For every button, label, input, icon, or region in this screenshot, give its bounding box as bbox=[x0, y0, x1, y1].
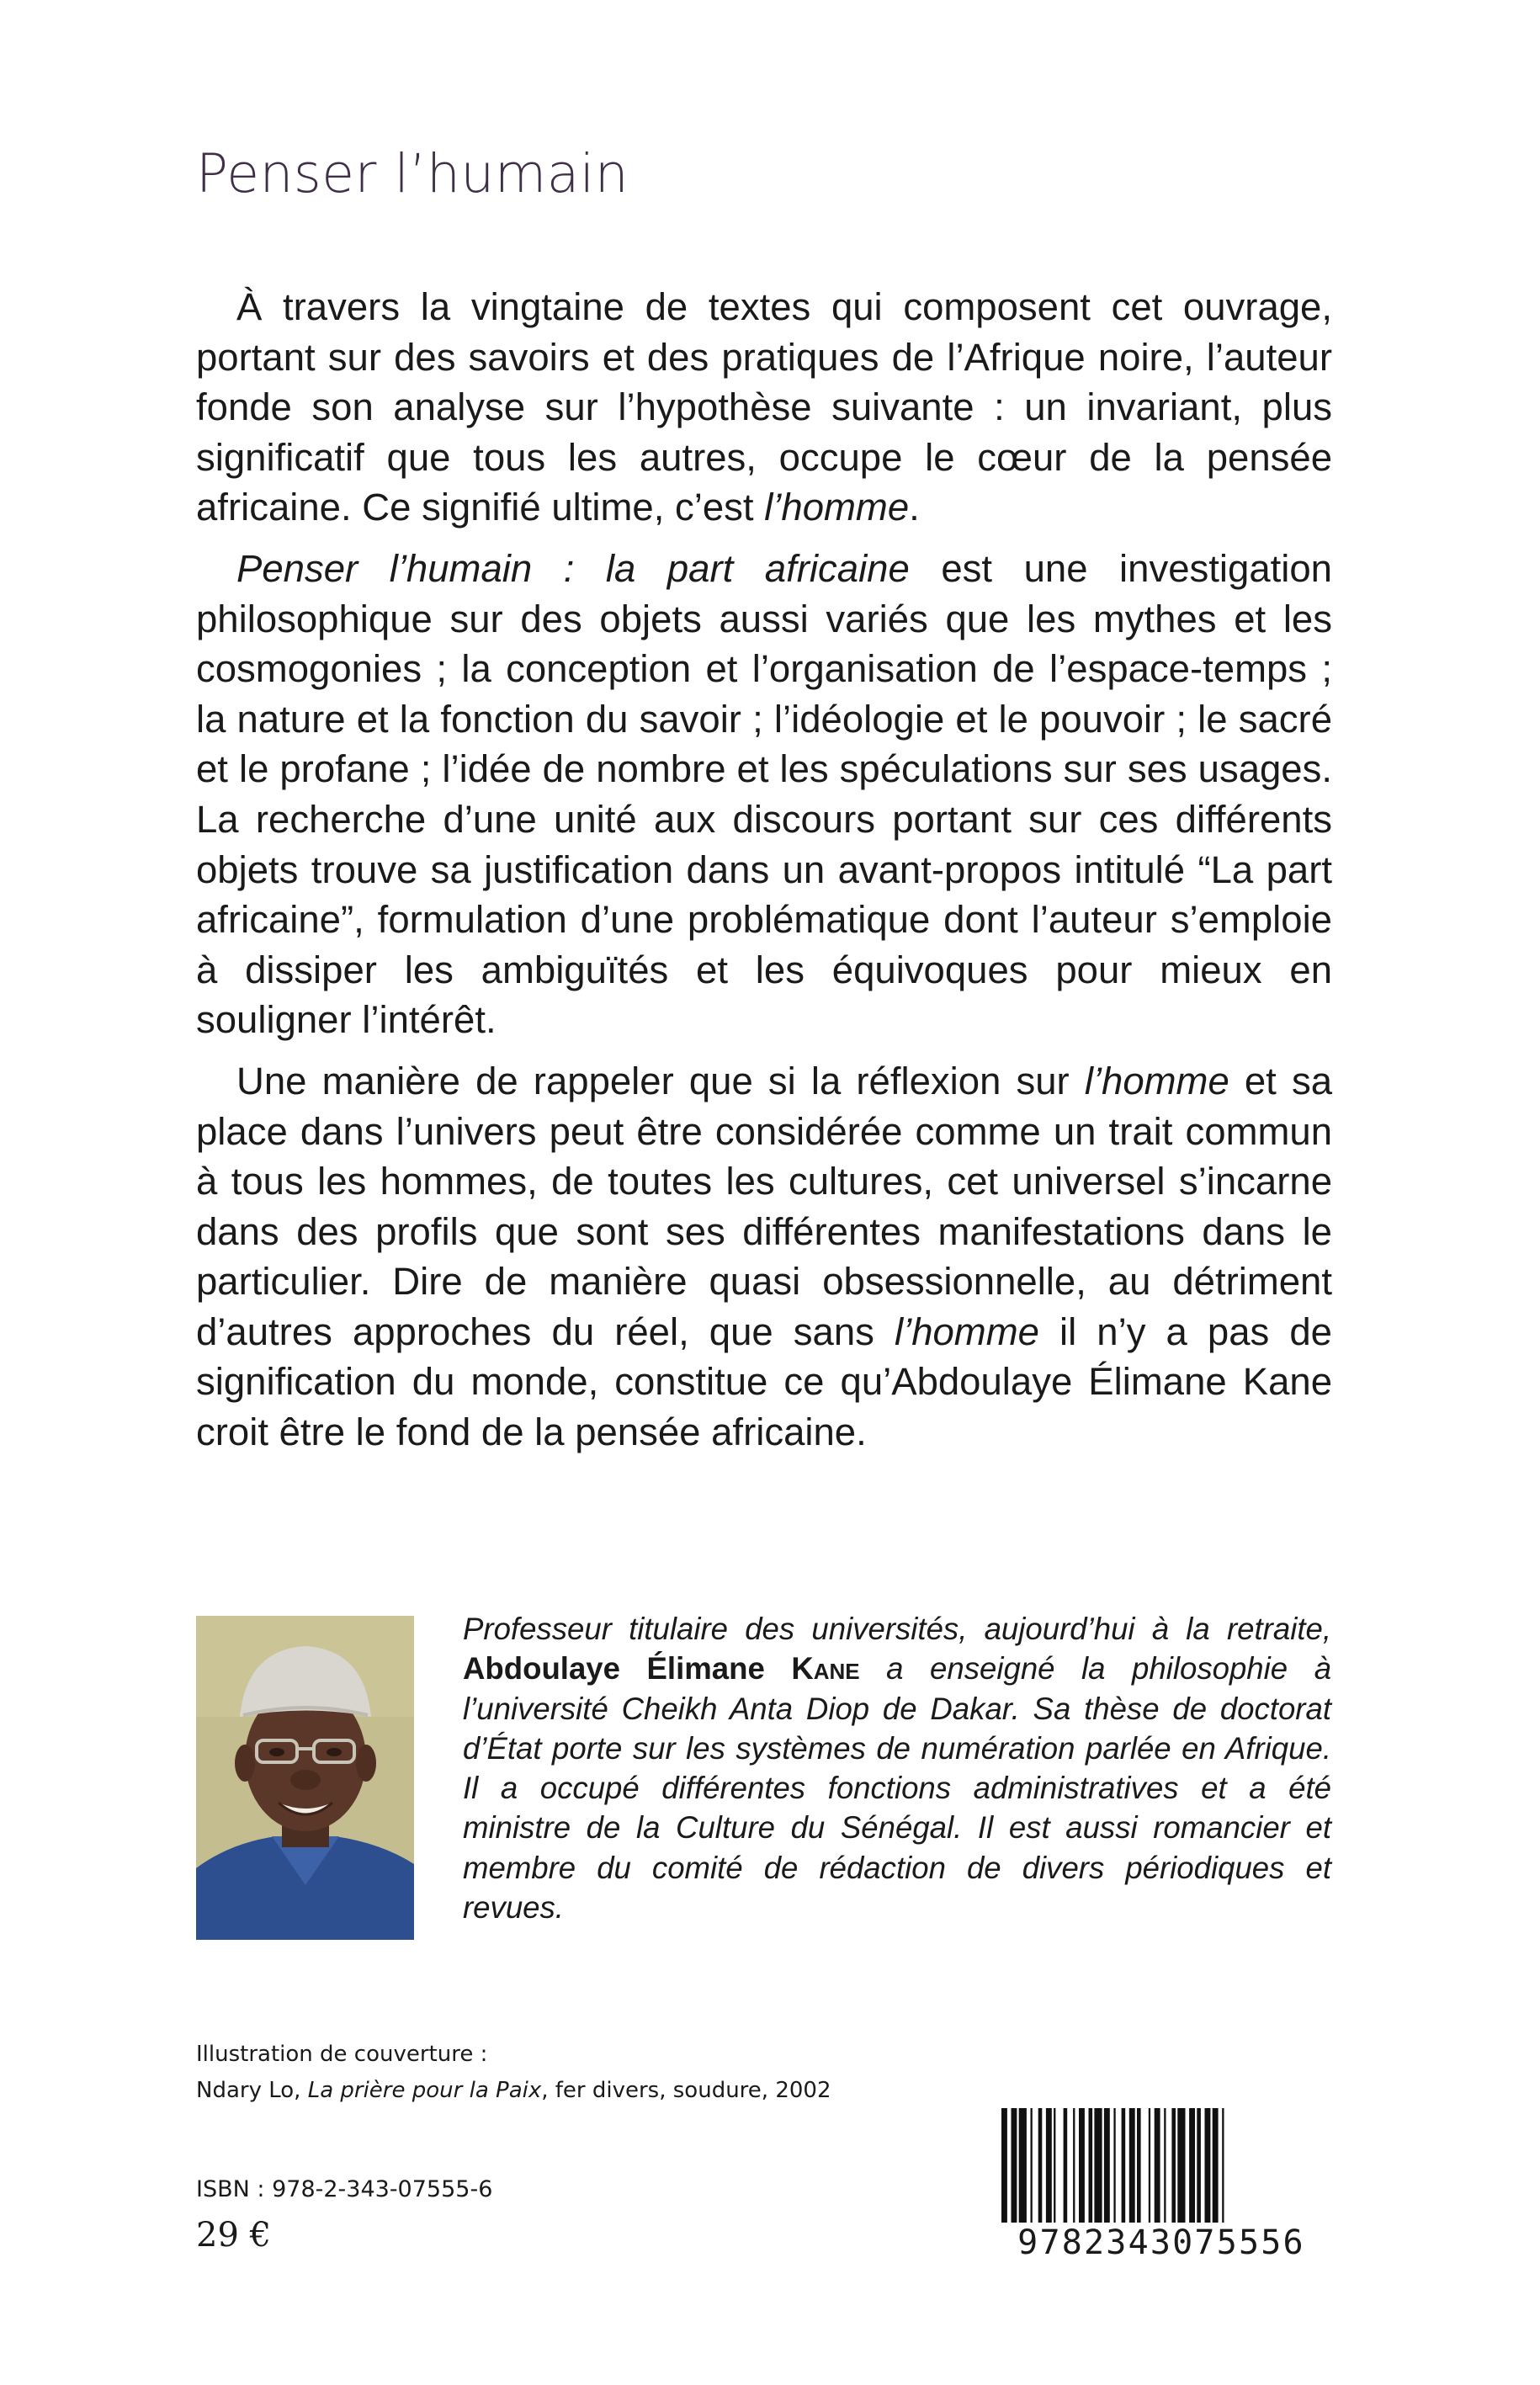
barcode-bar bbox=[1213, 2108, 1219, 2226]
cover-credit-details: Ndary Lo, La prière pour la Paix, fer divers, soudure, 2002 bbox=[196, 2078, 831, 2103]
barcode-bar bbox=[1054, 2108, 1055, 2226]
summary-paragraph: Une manière de rappeler que si la réflexion sur l’homme et sa place dans l’univers peut être considérée comme un trait commun à tous les hommes, de toutes les cultures, cet universel s’incarne dans des profils que sont ses différentes manifestations dans le particulier. Dire de manière quasi obsessionnelle, au détriment d’autres approches du réel, que sans l’homme il n’y a pas de signification du monde, constitue ce qu’Abdoulaye Élimane Kane croit être le fond de la pensée africaine. bbox=[196, 1059, 1332, 1454]
barcode-bar bbox=[1149, 2108, 1150, 2226]
summary-text bbox=[196, 282, 1332, 1458]
price: 29 € bbox=[196, 2216, 272, 2255]
barcode-bar bbox=[1197, 2108, 1201, 2226]
cover-credit-label: Illustration de couverture : bbox=[196, 2042, 488, 2067]
author-bio bbox=[463, 1609, 1331, 1927]
cover-credit bbox=[196, 2037, 831, 2109]
author-bio-text: Professeur titulaire des universités, aujourd’hui à la retraite, Abdoulaye Élimane Kane a enseigné la philosophie à l’université Cheikh Anta Diop de Dakar. Sa thèse de doctorat d’État porte sur les systèmes de numération parlée en Afrique. Il a occupé différentes fonctions administratives et a été ministre de la Culture du Sénégal. Il est aussi romancier et membre du comité de rédaction de divers périodiques et revues. bbox=[463, 1612, 1331, 1926]
barcode-bar bbox=[1038, 2108, 1043, 2226]
author-name: Abdoulaye Élimane Kane bbox=[463, 1651, 860, 1686]
barcode-bar bbox=[1205, 2108, 1211, 2226]
barcode-bar bbox=[1089, 2108, 1093, 2226]
barcode-bar bbox=[1155, 2108, 1160, 2226]
barcode-bar bbox=[1104, 2108, 1110, 2226]
barcode-bar bbox=[1019, 2108, 1027, 2226]
barcode-bar bbox=[1064, 2108, 1068, 2226]
barcode-bar bbox=[1171, 2108, 1176, 2226]
barcode-bar bbox=[1073, 2108, 1075, 2226]
isbn: ISBN : 978-2-343-07555-6 bbox=[196, 2176, 493, 2202]
barcode-bar bbox=[1079, 2108, 1085, 2226]
barcode-bar bbox=[1164, 2108, 1166, 2226]
summary-paragraph: Penser l’humain : la part africaine est une investigation philosophique sur des objets aussi variés que les mythes et les cosmogonies ; la conception et l’organisation de l’espace-temps ; la nature et la fonction du savoir ; l’idéologie et le pouvoir ; le sacré et le profane ; l’idée de nombre et les spéculations sur ses usages. La recherche d’une unité aux discours portant sur ces différents objets trouve sa justification dans un avant-propos intitulé “La part africaine”, formulation d’une problématique dont l’auteur s’emploie à dissiper les ambiguïtés et les équivoques pour mieux en souligner l’intérêt. bbox=[196, 546, 1332, 1042]
barcode-bar bbox=[1129, 2108, 1135, 2226]
barcode-bar bbox=[1046, 2108, 1052, 2226]
barcode-bar bbox=[1137, 2108, 1141, 2226]
book-title: Penser l’humain bbox=[196, 143, 629, 205]
summary-paragraph: À travers la vingtaine de textes qui composent cet ouvrage, portant sur des savoirs et des pratiques de l’Afrique noire, l’auteur fonde son analyse sur l’hypothèse suivante : un invariant, plus significatif que tous les autres, occupe le cœur de la pensée africaine. Ce signifié ultime, c’est l’homme. bbox=[196, 285, 1332, 529]
barcode-bar bbox=[1189, 2108, 1195, 2226]
barcode-digits: 9782343075556 bbox=[993, 2223, 1330, 2263]
author-photo bbox=[196, 1616, 414, 1940]
barcode-bar bbox=[1094, 2108, 1102, 2226]
barcode-bar bbox=[1031, 2108, 1033, 2226]
barcode-bar bbox=[1177, 2108, 1185, 2226]
